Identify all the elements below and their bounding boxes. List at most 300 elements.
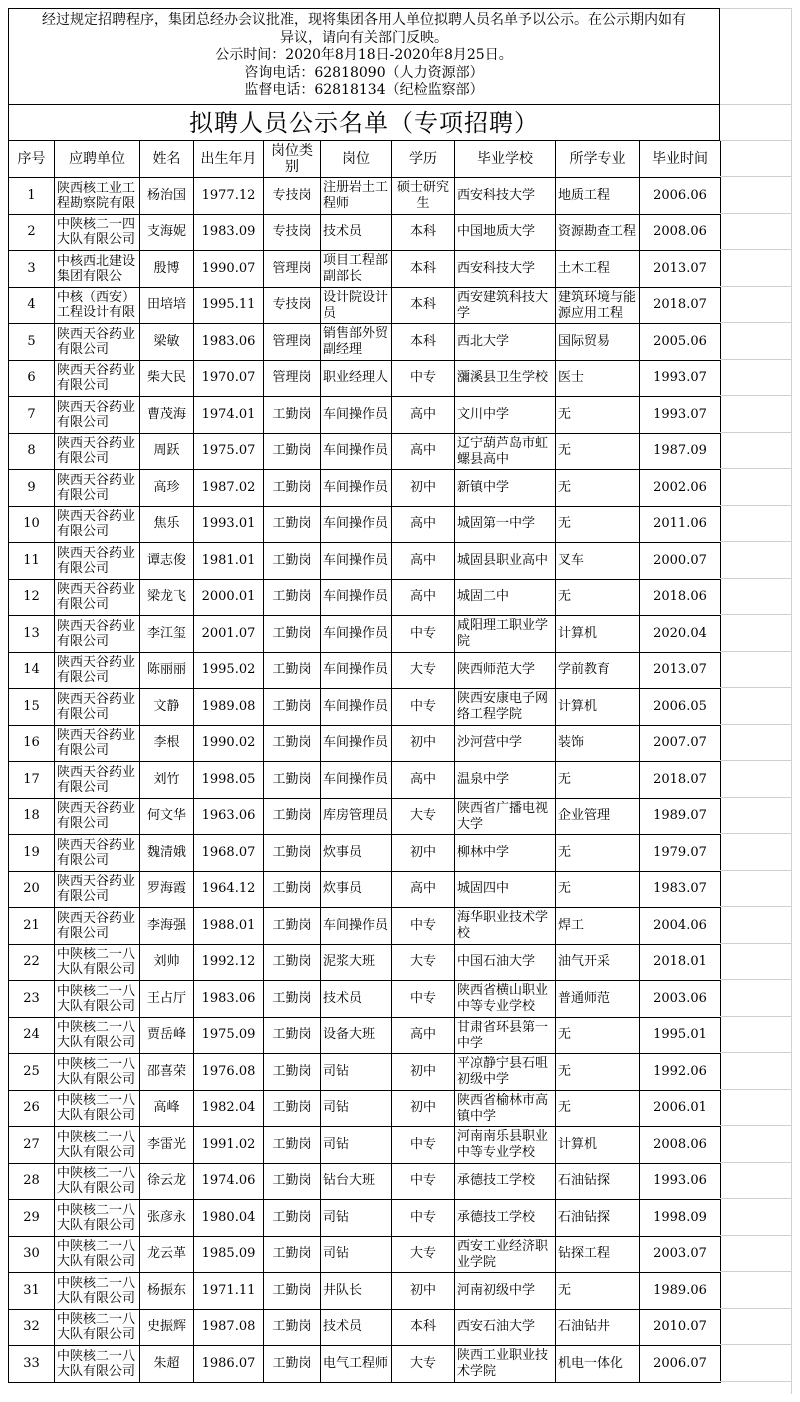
cell-school (455, 1346, 556, 1383)
cell-category (264, 1017, 321, 1054)
cell-unit (55, 360, 140, 397)
table-row (9, 908, 721, 945)
cell-graduation-text: 1993.07 (653, 370, 707, 386)
cell-category-text: 工勤岗 (272, 1136, 312, 1152)
cell-graduation (640, 1054, 721, 1091)
cell-birth (194, 871, 264, 908)
cell-school (455, 981, 556, 1018)
cell-category-text: 工勤岗 (272, 1355, 312, 1371)
cell-unit-text: 陕西天谷药业有限公司 (57, 728, 136, 759)
gridline (720, 906, 791, 907)
cell-unit-text: 中陕核二一八大队有限公司 (57, 1202, 136, 1233)
cell-name (140, 762, 194, 799)
cell-major-text: 无 (558, 844, 572, 860)
table-header-row (9, 141, 721, 178)
cell-birth (194, 616, 264, 653)
cell-graduation (640, 689, 721, 726)
cell-school (455, 616, 556, 653)
cell-birth-text: 1989.08 (201, 698, 256, 714)
cell-post-text: 司钻 (323, 1209, 350, 1225)
cell-unit-text: 中核（西安）工程设计有限 (57, 290, 136, 321)
cell-graduation (640, 1309, 721, 1346)
cell-no-text: 27 (23, 1136, 40, 1152)
cell-category (264, 1163, 321, 1200)
cell-post (321, 689, 392, 726)
cell-school-text: 西安石油大学 (457, 1319, 536, 1335)
cell-graduation-text: 2004.06 (653, 917, 707, 933)
cell-major (556, 944, 640, 981)
cell-category (264, 616, 321, 653)
cell-name (140, 543, 194, 580)
cell-birth-text: 1983.06 (201, 990, 256, 1006)
supervision-phone: 监督电话：62818134（纪检监察部） (244, 82, 484, 98)
cell-school (455, 470, 556, 507)
cell-education-text: 大专 (409, 954, 436, 970)
cell-education-text: 本科 (409, 333, 436, 349)
cell-education-text: 本科 (409, 224, 436, 240)
cell-birth (194, 178, 264, 215)
header-category: 岗位类别 (264, 141, 321, 178)
cell-category-text: 管理岗 (272, 260, 312, 276)
cell-school-text: 城固第一中学 (457, 516, 536, 532)
cell-name (140, 506, 194, 543)
cell-category-text: 专技岗 (272, 297, 312, 313)
header-graduation: 毕业时间 (640, 141, 721, 178)
cell-major (556, 1200, 640, 1237)
cell-birth-text: 1971.11 (201, 1282, 256, 1298)
cell-no-text: 14 (23, 662, 40, 678)
cell-no-text: 16 (23, 735, 40, 751)
cell-category (264, 1090, 321, 1127)
cell-post-text: 车间操作员 (323, 516, 389, 532)
cell-graduation (640, 944, 721, 981)
cell-education-text: 大专 (409, 662, 436, 678)
cell-education-text: 大专 (409, 1355, 436, 1371)
cell-no-text: 26 (23, 1100, 40, 1116)
cell-unit-text: 陕西天谷药业有限公司 (57, 874, 136, 905)
table-row (9, 433, 721, 470)
cell-unit (55, 324, 140, 361)
cell-major-text: 计算机 (558, 698, 598, 714)
cell-name-text: 何文华 (146, 808, 186, 824)
cell-category (264, 725, 321, 762)
cell-no-text: 1 (27, 187, 36, 203)
cell-graduation (640, 616, 721, 653)
consult-phone: 咨询电话：62818090（人力资源部） (244, 64, 484, 81)
cell-birth (194, 287, 264, 324)
cell-post (321, 360, 392, 397)
cell-education-text: 初中 (409, 735, 436, 751)
cell-no (9, 543, 55, 580)
cell-no (9, 506, 55, 543)
cell-post-text: 设备大班 (323, 1027, 376, 1043)
cell-birth-text: 1968.07 (201, 844, 256, 860)
cell-no (9, 798, 55, 835)
cell-education (392, 1054, 455, 1091)
cell-no (9, 1273, 55, 1310)
cell-education-text: 中专 (409, 990, 436, 1006)
cell-post (321, 616, 392, 653)
cell-category-text: 工勤岗 (272, 1209, 312, 1225)
cell-post-text: 车间操作员 (323, 771, 389, 787)
cell-no (9, 287, 55, 324)
cell-major-text: 建筑环境与能源应用工程 (558, 289, 637, 321)
cell-no-text: 30 (23, 1246, 40, 1262)
cell-birth-text: 1983.09 (201, 224, 256, 240)
cell-category (264, 579, 321, 616)
cell-post (321, 1127, 392, 1164)
cell-major-text: 无 (558, 589, 572, 605)
cell-birth-text: 1981.01 (201, 552, 256, 568)
cell-school-text: 中国石油大学 (457, 954, 536, 970)
cell-graduation-text: 2003.07 (653, 1246, 707, 1262)
cell-name (140, 871, 194, 908)
cell-category (264, 1236, 321, 1273)
gridline (720, 1052, 791, 1053)
table-row (9, 835, 721, 872)
cell-no (9, 1163, 55, 1200)
gridline (720, 1235, 791, 1236)
cell-birth (194, 470, 264, 507)
cell-major (556, 360, 640, 397)
cell-post (321, 324, 392, 361)
cell-category-text: 工勤岗 (272, 1100, 312, 1116)
cell-school-text: 西安工业经济职业学院 (457, 1238, 549, 1270)
cell-school-text: 河南初级中学 (457, 1282, 536, 1298)
cell-graduation (640, 835, 721, 872)
cell-major (556, 214, 640, 251)
cell-education-text: 中专 (409, 1173, 436, 1189)
cell-major (556, 433, 640, 470)
cell-school-text: 海华职业技术学校 (457, 910, 549, 942)
cell-category-text: 工勤岗 (272, 1319, 312, 1335)
cell-unit (55, 908, 140, 945)
cell-unit (55, 1017, 140, 1054)
cell-education (392, 214, 455, 251)
cell-graduation-text: 2010.07 (653, 1319, 707, 1335)
cell-post-text: 炊事员 (323, 881, 363, 897)
gridline (720, 359, 791, 360)
cell-graduation-text: 2007.07 (653, 735, 707, 751)
cell-unit-text: 陕西天谷药业有限公司 (57, 691, 136, 722)
cell-name (140, 1273, 194, 1310)
cell-no-text: 31 (23, 1282, 40, 1298)
cell-birth-text: 1987.02 (201, 479, 256, 495)
cell-post-text: 车间操作员 (323, 698, 389, 714)
cell-unit (55, 1054, 140, 1091)
table-row (9, 470, 721, 507)
cell-birth-text: 1977.12 (201, 187, 256, 203)
cell-unit (55, 543, 140, 580)
cell-no-text: 32 (23, 1319, 40, 1335)
cell-name (140, 1309, 194, 1346)
table-row (9, 251, 721, 288)
cell-graduation (640, 397, 721, 434)
cell-school (455, 324, 556, 361)
cell-name-text: 贾岳峰 (146, 1027, 186, 1043)
cell-post-text: 车间操作员 (323, 589, 389, 605)
cell-major-text: 无 (558, 443, 572, 459)
cell-graduation-text: 1983.07 (653, 881, 707, 897)
cell-post-text: 技术员 (323, 1319, 363, 1335)
cell-name-text: 李雷光 (146, 1136, 186, 1152)
cell-no (9, 944, 55, 981)
cell-birth (194, 689, 264, 726)
cell-graduation-text: 2006.06 (653, 187, 707, 203)
cell-graduation-text: 2020.04 (653, 625, 707, 641)
cell-no-text: 19 (23, 844, 40, 860)
cell-no-text: 11 (23, 552, 40, 568)
cell-unit (55, 762, 140, 799)
cell-name (140, 251, 194, 288)
cell-no-text: 4 (27, 297, 36, 313)
cell-no (9, 689, 55, 726)
gridline (720, 724, 791, 725)
cell-name-text: 陈丽丽 (146, 662, 186, 678)
cell-graduation (640, 324, 721, 361)
table-row (9, 652, 721, 689)
cell-school-text: 西安科技大学 (457, 187, 536, 203)
header-major: 所学专业 (556, 141, 640, 178)
cell-school (455, 725, 556, 762)
gridline (720, 1381, 791, 1382)
cell-category (264, 1309, 321, 1346)
cell-school (455, 908, 556, 945)
cell-name-text: 魏清娥 (146, 844, 186, 860)
cell-name-text: 田培培 (146, 297, 186, 313)
cell-graduation-text: 2011.06 (653, 516, 707, 532)
cell-unit (55, 506, 140, 543)
cell-school-text: 河南南乐县职业中等专业学校 (457, 1129, 549, 1161)
table-row (9, 579, 721, 616)
cell-education (392, 1236, 455, 1273)
cell-post (321, 908, 392, 945)
cell-major-text: 资源勘查工程 (558, 224, 637, 240)
cell-unit (55, 214, 140, 251)
table-row (9, 1200, 721, 1237)
cell-name-text: 李根 (153, 735, 180, 751)
gridline (720, 432, 791, 433)
cell-education (392, 1017, 455, 1054)
cell-school (455, 1017, 556, 1054)
cell-post-text: 司钻 (323, 1100, 350, 1116)
header-education: 学历 (392, 141, 455, 178)
gridline (720, 213, 791, 214)
cell-birth (194, 324, 264, 361)
cell-name-text: 周跃 (153, 443, 180, 459)
cell-post (321, 543, 392, 580)
cell-post (321, 433, 392, 470)
cell-post (321, 944, 392, 981)
cell-name (140, 798, 194, 835)
cell-major (556, 324, 640, 361)
cell-category-text: 工勤岗 (272, 698, 312, 714)
cell-unit (55, 470, 140, 507)
cell-school-text: 柳林中学 (457, 844, 510, 860)
cell-name-text: 李海强 (146, 917, 186, 933)
cell-name (140, 835, 194, 872)
cell-birth (194, 652, 264, 689)
cell-school (455, 1273, 556, 1310)
cell-name-text: 罗海霞 (146, 881, 186, 897)
table-row (9, 1346, 721, 1383)
cell-birth (194, 1017, 264, 1054)
cell-category (264, 214, 321, 251)
cell-post (321, 251, 392, 288)
cell-birth-text: 1995.11 (201, 297, 256, 313)
cell-major-text: 油气开采 (558, 954, 611, 970)
cell-no (9, 981, 55, 1018)
cell-major (556, 1273, 640, 1310)
cell-education (392, 981, 455, 1018)
cell-education-text: 高中 (409, 516, 436, 532)
page-title: 拟聘人员公示名单（专项招聘） (8, 104, 720, 140)
cell-name (140, 1200, 194, 1237)
cell-birth (194, 214, 264, 251)
cell-education-text: 本科 (409, 1319, 436, 1335)
cell-unit (55, 689, 140, 726)
gridline (720, 8, 791, 9)
cell-category (264, 324, 321, 361)
cell-name-text: 曹茂海 (146, 406, 186, 422)
cell-school-text: 新镇中学 (457, 479, 510, 495)
cell-education-text: 初中 (409, 1100, 436, 1116)
cell-category (264, 762, 321, 799)
cell-unit (55, 287, 140, 324)
cell-name-text: 杨振东 (146, 1282, 186, 1298)
cell-no (9, 908, 55, 945)
cell-post (321, 1090, 392, 1127)
table-row (9, 1163, 721, 1200)
cell-graduation-text: 2006.05 (653, 698, 707, 714)
cell-name (140, 433, 194, 470)
cell-unit (55, 871, 140, 908)
cell-graduation (640, 360, 721, 397)
table-row (9, 1054, 721, 1091)
cell-graduation (640, 798, 721, 835)
cell-unit (55, 1127, 140, 1164)
cell-unit-text: 陕西天谷药业有限公司 (57, 655, 136, 686)
cell-school-text: 承德技工学校 (457, 1173, 536, 1189)
cell-unit (55, 798, 140, 835)
cell-unit (55, 944, 140, 981)
cell-category (264, 1054, 321, 1091)
cell-school-text: 沙河营中学 (457, 735, 523, 751)
cell-post (321, 725, 392, 762)
cell-graduation-text: 2003.06 (653, 990, 707, 1006)
cell-category (264, 1346, 321, 1383)
cell-graduation-text: 2005.06 (653, 333, 707, 349)
cell-unit-text: 中陕核二一八大队有限公司 (57, 1129, 136, 1160)
cell-name (140, 1054, 194, 1091)
cell-post-text: 销售部外贸副经理 (323, 326, 389, 358)
cell-category-text: 工勤岗 (272, 917, 312, 933)
cell-no-text: 9 (27, 479, 36, 495)
gridline (720, 1089, 791, 1090)
cell-school (455, 1127, 556, 1164)
cell-name-text: 梁敏 (153, 333, 180, 349)
table-row (9, 981, 721, 1018)
cell-name (140, 725, 194, 762)
cell-unit-text: 中核西北建设集团有限公 (57, 253, 136, 284)
cell-post-text: 车间操作员 (323, 735, 389, 751)
cell-major (556, 1163, 640, 1200)
cell-graduation (640, 470, 721, 507)
cell-major-text: 无 (558, 771, 572, 787)
cell-major (556, 908, 640, 945)
cell-name (140, 287, 194, 324)
cell-category-text: 专技岗 (272, 224, 312, 240)
cell-birth-text: 1992.12 (201, 954, 256, 970)
cell-birth (194, 1054, 264, 1091)
cell-no-text: 17 (23, 771, 40, 787)
cell-education (392, 908, 455, 945)
cell-unit (55, 1163, 140, 1200)
cell-education-text: 高中 (409, 406, 436, 422)
cell-unit-text: 中陕核二一八大队有限公司 (57, 1312, 136, 1343)
cell-education-text: 硕士研究生 (396, 180, 449, 212)
cell-major-text: 国际贸易 (558, 333, 611, 349)
cell-no (9, 251, 55, 288)
cell-no-text: 25 (23, 1063, 40, 1079)
cell-school (455, 835, 556, 872)
header-unit: 应聘单位 (55, 141, 140, 178)
cell-no-text: 22 (23, 954, 40, 970)
gridline (720, 979, 791, 980)
cell-name (140, 1236, 194, 1273)
cell-major (556, 397, 640, 434)
cell-school (455, 1309, 556, 1346)
cell-no (9, 178, 55, 215)
cell-graduation-text: 1989.07 (653, 808, 707, 824)
cell-birth-text: 1974.01 (201, 406, 256, 422)
cell-name-text: 焦乐 (153, 516, 180, 532)
cell-no (9, 871, 55, 908)
cell-unit-text: 中陕核二一八大队有限公司 (57, 1056, 136, 1087)
cell-category-text: 工勤岗 (272, 844, 312, 860)
cell-major (556, 251, 640, 288)
cell-graduation-text: 2002.06 (653, 479, 707, 495)
cell-no-text: 29 (23, 1209, 40, 1225)
cell-category (264, 360, 321, 397)
cell-major-text: 无 (558, 516, 572, 532)
cell-category-text: 工勤岗 (272, 771, 312, 787)
cell-name (140, 324, 194, 361)
cell-education (392, 360, 455, 397)
cell-graduation (640, 178, 721, 215)
cell-birth-text: 1990.07 (201, 260, 256, 276)
table-row (9, 360, 721, 397)
cell-birth-text: 1987.08 (201, 1319, 256, 1335)
cell-birth (194, 397, 264, 434)
cell-graduation (640, 1017, 721, 1054)
cell-no (9, 1090, 55, 1127)
cell-category-text: 工勤岗 (272, 881, 312, 897)
cell-school-text: 陕西省横山职业中等专业学校 (457, 983, 549, 1015)
cell-unit-text: 陕西天谷药业有限公司 (57, 837, 136, 868)
cell-birth (194, 1200, 264, 1237)
cell-major (556, 725, 640, 762)
cell-unit-text: 陕西核工业工程勘察院有限 (57, 180, 136, 211)
cell-school (455, 689, 556, 726)
cell-major-text: 无 (558, 881, 572, 897)
gridline (720, 322, 791, 323)
cell-birth (194, 762, 264, 799)
cell-major (556, 835, 640, 872)
cell-name-text: 张彦永 (146, 1209, 186, 1225)
cell-post (321, 1200, 392, 1237)
cell-name-text: 高峰 (153, 1100, 180, 1116)
